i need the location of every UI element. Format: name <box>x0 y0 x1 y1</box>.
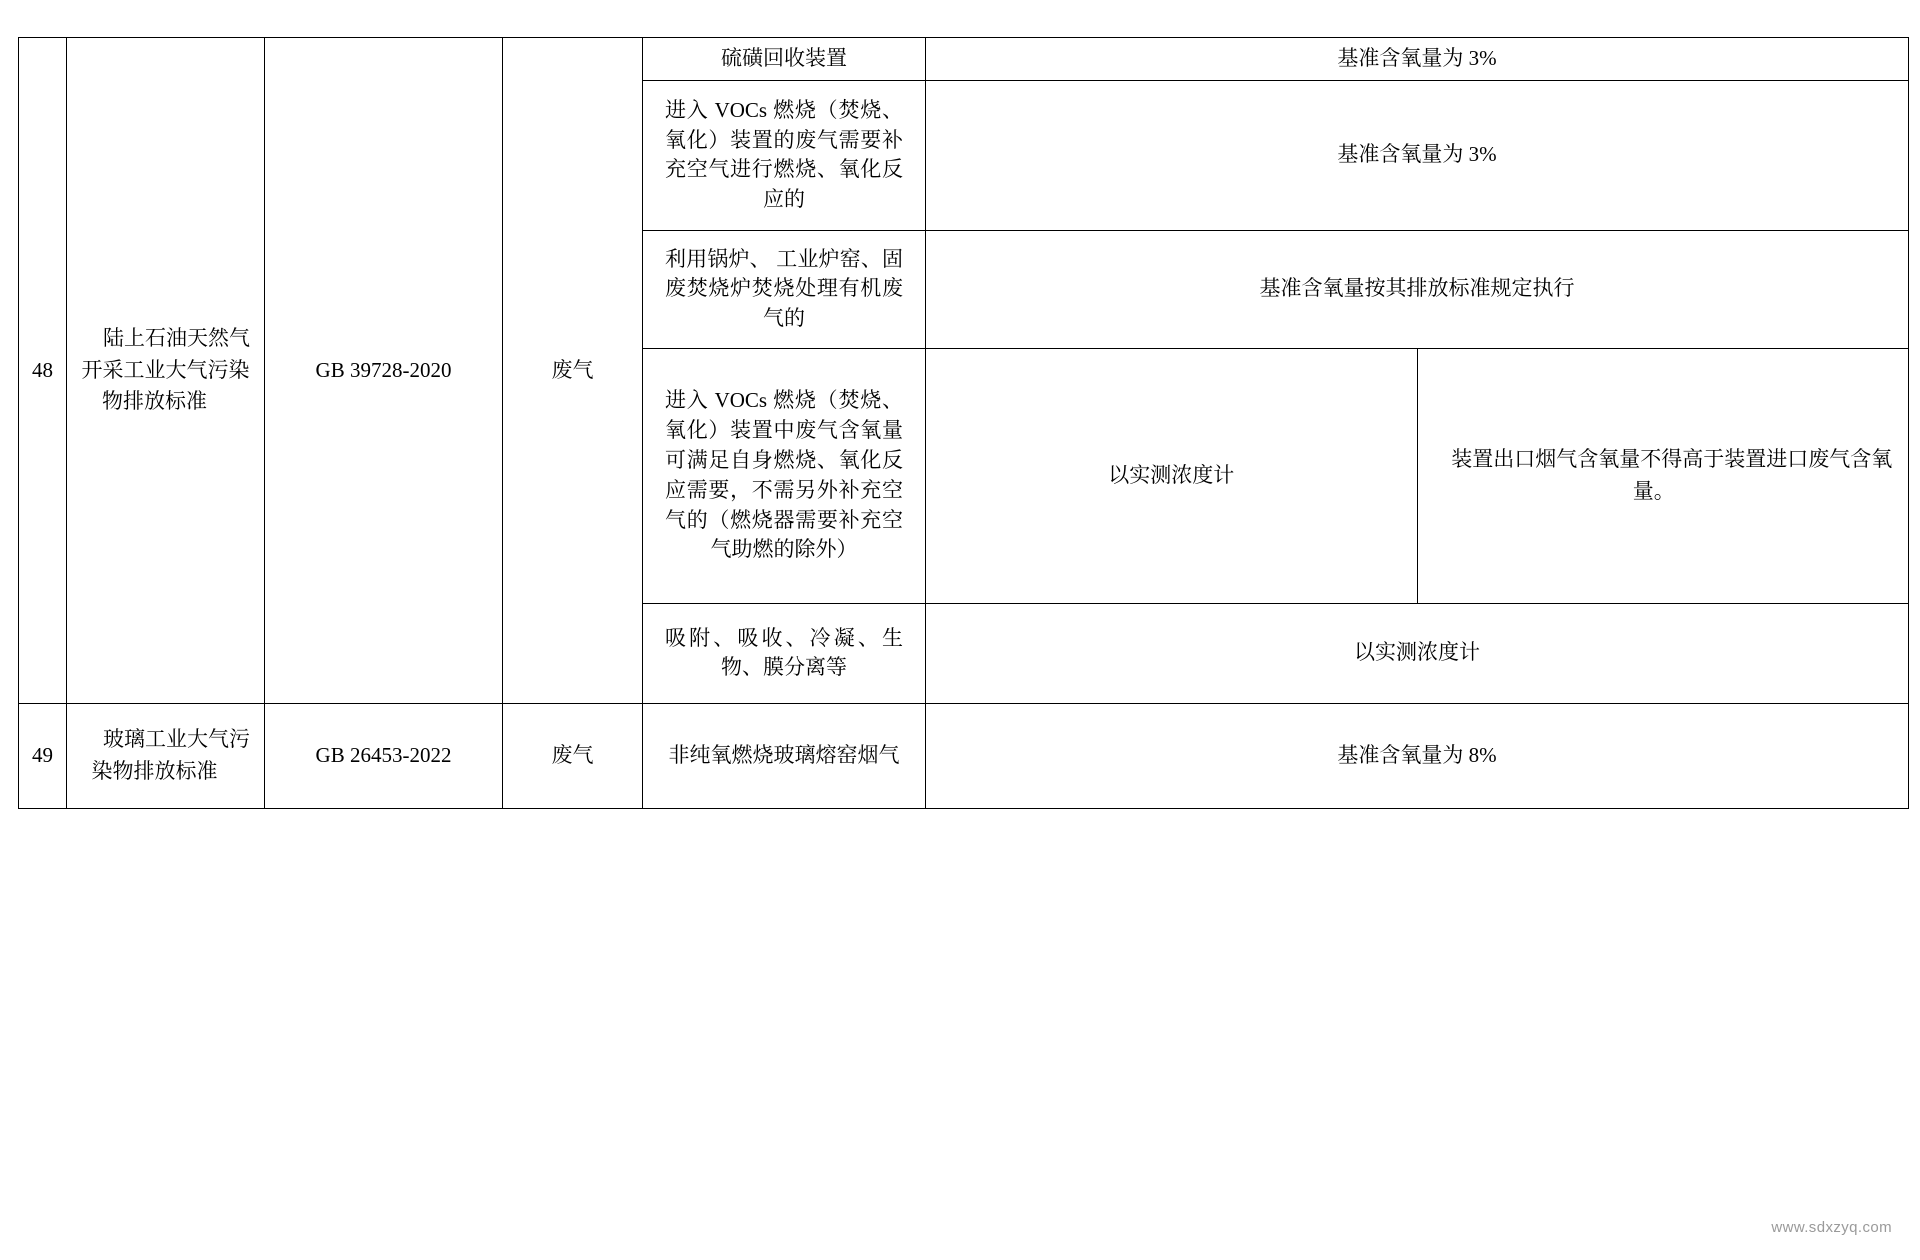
cell-requirement: 基准含氧量为 3% <box>926 80 1909 230</box>
table-row <box>19 703 1909 808</box>
standards-table <box>18 37 1909 809</box>
cell-condition <box>643 38 926 81</box>
cell-condition <box>643 80 926 230</box>
cell-requirement: 以实测浓度计 <box>926 603 1909 703</box>
requirement-note-text: 装置出口烟气含氧量不得高于装置进口废气含氧量。 <box>1451 447 1893 503</box>
document-page <box>0 37 1920 1260</box>
condition-text: 进入 VOCs 燃烧（焚烧、氧化）装置中废气含氧量可满足自身燃烧、氧化反应需要，不需另外补充空气的（燃烧器需要补充空气助燃的除外） <box>665 388 903 562</box>
cell-standard-code: GB 26453-2022 <box>265 703 503 808</box>
condition-text: 利用锅炉、 工业炉窑、固废焚烧炉焚烧处理有机废气的 <box>665 246 903 331</box>
cell-condition <box>643 603 926 703</box>
cell-index: 48 <box>19 38 67 704</box>
standard-name-text: 陆上石油天然气开采工业大气污染物排放标准 <box>81 326 250 414</box>
condition-text: 硫磺回收装置 <box>721 46 847 70</box>
cell-standard-name <box>67 703 265 808</box>
cell-emission-type: 废气 <box>503 703 643 808</box>
condition-text: 吸附、吸收、冷凝、生物、膜分离等 <box>665 625 903 680</box>
condition-text: 非纯氧燃烧玻璃熔窑烟气 <box>668 742 900 767</box>
cell-standard-code: GB 39728-2020 <box>265 38 503 704</box>
cell-standard-name <box>67 38 265 704</box>
cell-condition <box>643 230 926 348</box>
cell-requirement-measured: 以实测浓度计 <box>926 348 1418 603</box>
table-row <box>19 38 1909 81</box>
cell-requirement-note <box>1417 348 1909 603</box>
watermark: www.sdxzyq.com <box>1771 1219 1892 1236</box>
cell-condition <box>643 703 926 808</box>
cell-index: 49 <box>19 703 67 808</box>
condition-text: 进入 VOCs 燃烧（焚烧、氧化）装置的废气需要补充空气进行燃烧、氧化反应的 <box>665 97 903 212</box>
cell-requirement: 基准含氧量按其排放标准规定执行 <box>926 230 1909 348</box>
cell-condition <box>643 348 926 603</box>
cell-requirement: 基准含氧量为 8% <box>926 703 1909 808</box>
cell-emission-type: 废气 <box>503 38 643 704</box>
standard-name-text: 玻璃工业大气污染物排放标准 <box>91 727 250 783</box>
cell-requirement: 基准含氧量为 3% <box>926 38 1909 81</box>
